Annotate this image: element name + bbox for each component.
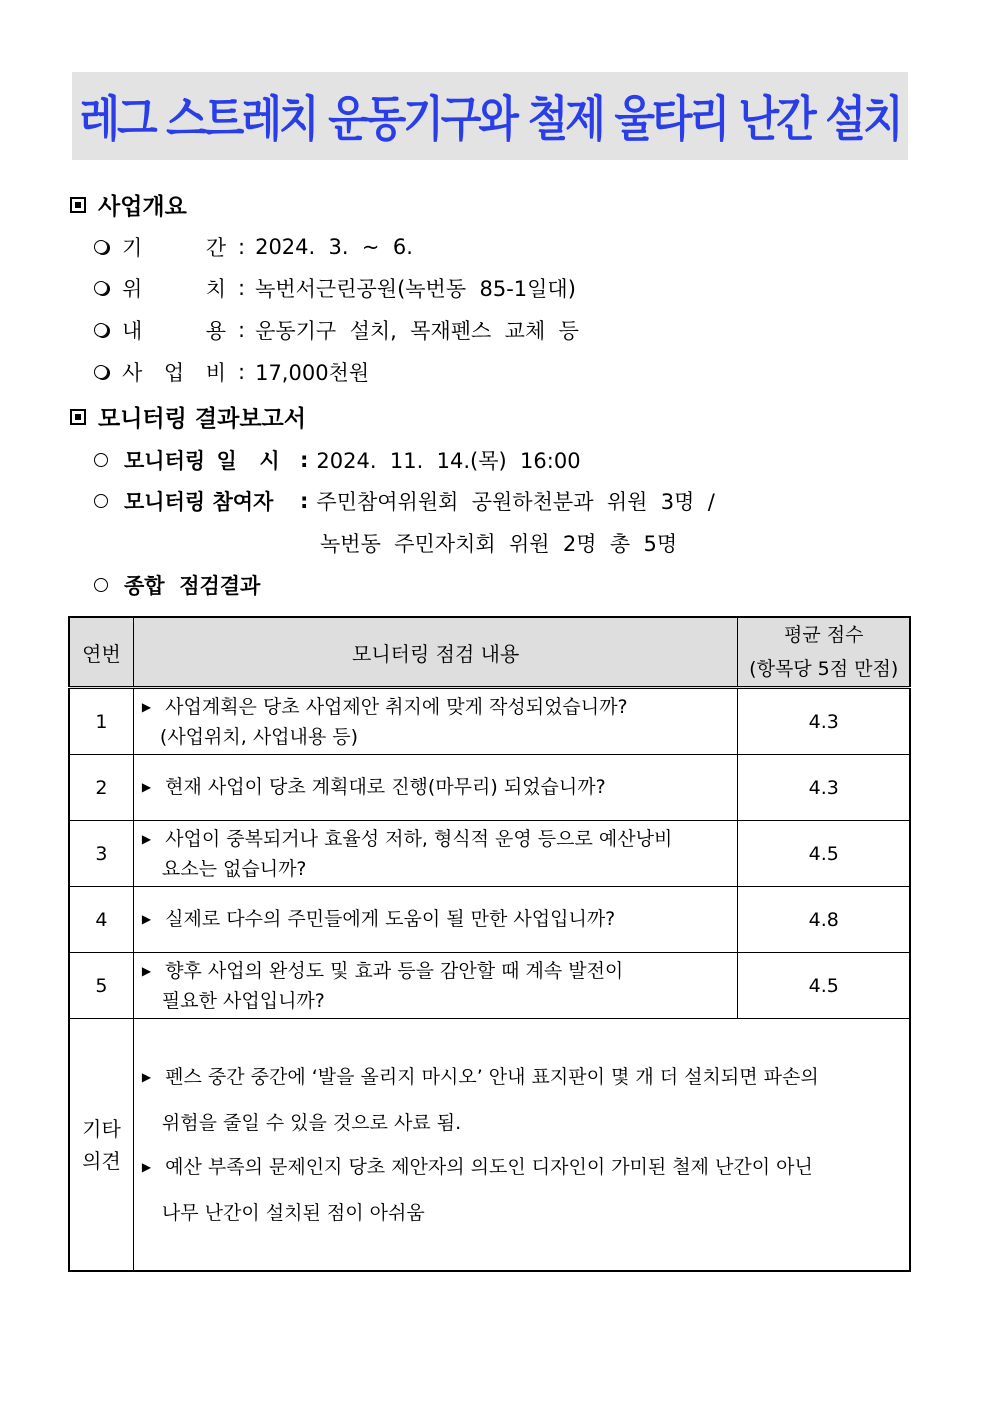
field-label: 모니터링 참여자 [124, 490, 274, 514]
field-value: 2024. 11. 14.(목) 16:00 [316, 449, 581, 473]
circle-bullet-icon [94, 323, 108, 337]
row-score: 4.5 [738, 821, 910, 887]
circle-bullet-icon [94, 494, 108, 508]
row-question: ▶ 실제로 다수의 주민들에게 도움이 될 만한 사업입니까? [133, 887, 738, 953]
section-title: 사업개요 [98, 194, 187, 220]
monitoring-participants: 모니터링 참여자 : 주민참여위원회 공원하천분과 위원 3명 / [92, 486, 715, 516]
field-value: 2024. 3. ~ 6. [255, 235, 413, 259]
field-label: 내 용 [122, 319, 226, 343]
column-header-content: 모니터링 점검 내용 [133, 617, 738, 688]
table-row [69, 821, 910, 887]
field-value: 녹번서근린공원(녹번동 85-1일대) [255, 277, 576, 301]
row-question: ▶ 사업계획은 당초 사업제안 취지에 맞게 작성되었습니까? (사업위치, 사업내용 등) [133, 688, 738, 755]
overall-result-heading: 종합 점검결과 [92, 570, 260, 600]
opinion-item: ▶ 예산 부족의 문제인지 당초 제안자의 의도인 디자인이 가미된 철제 난간이 아닌 나무 난간이 설치된 점이 아쉬움 [141, 1155, 813, 1224]
row-score: 4.5 [738, 953, 910, 1019]
row-number: 4 [69, 887, 133, 953]
row-number: 5 [69, 953, 133, 1019]
table-header-row [69, 617, 910, 688]
triangle-bullet-icon: ▶ [141, 831, 152, 846]
opinion-item: ▶ 펜스 중간 중간에 ‘발을 올리지 마시오’ 안내 표지판이 몇 개 더 설치되면 파손의 위험을 줄일 수 있을 것으로 사료 됨. [141, 1065, 819, 1134]
row-question: ▶ 향후 사업의 완성도 및 효과 등을 감안할 때 계속 발전이 필요한 사업입니까? [133, 953, 738, 1019]
overview-budget: 사 업 비 : 17,000천원 [92, 357, 369, 387]
monitoring-datetime: 모니터링 일 시 : 2024. 11. 14.(목) 16:00 [92, 445, 581, 475]
monitoring-participants-line2: 녹번동 주민자치회 위원 2명 총 5명 [320, 532, 678, 556]
field-value: 17,000천원 [255, 361, 370, 385]
field-label: 기 간 [122, 236, 226, 260]
field-label: 모니터링 일 시 [124, 449, 280, 473]
circle-bullet-icon [94, 365, 108, 379]
other-opinions-content [133, 1019, 910, 1272]
overview-content: 내 용 : 운동기구 설치, 목재펜스 교체 등 [92, 315, 579, 345]
row-score: 4.3 [738, 755, 910, 821]
row-question: ▶ 현재 사업이 당초 계획대로 진행(마무리) 되었습니까? [133, 755, 738, 821]
table-row [69, 953, 910, 1019]
document-title: 레그 스트레치 운동기구와 철제 울타리 난간 설치 [79, 90, 901, 148]
row-score: 4.3 [738, 688, 910, 755]
overview-location: 위 치 : 녹번서근린공원(녹번동 85-1일대) [92, 273, 576, 303]
row-number: 1 [69, 688, 133, 755]
section-heading-overview [70, 188, 187, 221]
row-number: 3 [69, 821, 133, 887]
triangle-bullet-icon: ▶ [141, 963, 152, 978]
circle-bullet-icon [94, 578, 108, 592]
other-opinions-label: 기타 의견 [69, 1019, 133, 1272]
circle-bullet-icon [94, 281, 108, 295]
column-header-no: 연번 [69, 617, 133, 688]
row-question: ▶ 사업이 중복되거나 효율성 저하, 형식적 운영 등으로 예산낭비 요소는 없습니까? [133, 821, 738, 887]
table-row [69, 688, 910, 755]
column-header-score: 평균 점수 (항목당 5점 만점) [738, 617, 910, 688]
field-value: 운동기구 설치, 목재펜스 교체 등 [255, 319, 579, 343]
filled-square-bullet-icon [70, 197, 86, 213]
triangle-bullet-icon: ▶ [141, 779, 152, 794]
triangle-bullet-icon: ▶ [141, 911, 152, 926]
title-banner [72, 72, 908, 160]
field-value: 주민참여위원회 공원하천분과 위원 3명 / [316, 490, 715, 514]
field-label: 위 치 [122, 277, 226, 301]
triangle-bullet-icon: ▶ [141, 699, 152, 714]
field-label: 사 업 비 [122, 361, 226, 385]
row-number: 2 [69, 755, 133, 821]
triangle-bullet-icon: ▶ [141, 1069, 152, 1084]
table-row [69, 887, 910, 953]
other-opinions-row [69, 1019, 910, 1272]
section-title: 모니터링 결과보고서 [98, 406, 306, 432]
section-heading-monitoring [70, 400, 306, 433]
circle-bullet-icon [94, 240, 108, 254]
table-row [69, 755, 910, 821]
overview-period: 기 간 : 2024. 3. ~ 6. [92, 232, 413, 262]
circle-bullet-icon [94, 453, 108, 467]
monitoring-results-table [68, 616, 911, 1272]
triangle-bullet-icon: ▶ [141, 1159, 152, 1174]
filled-square-bullet-icon [70, 409, 86, 425]
row-score: 4.8 [738, 887, 910, 953]
